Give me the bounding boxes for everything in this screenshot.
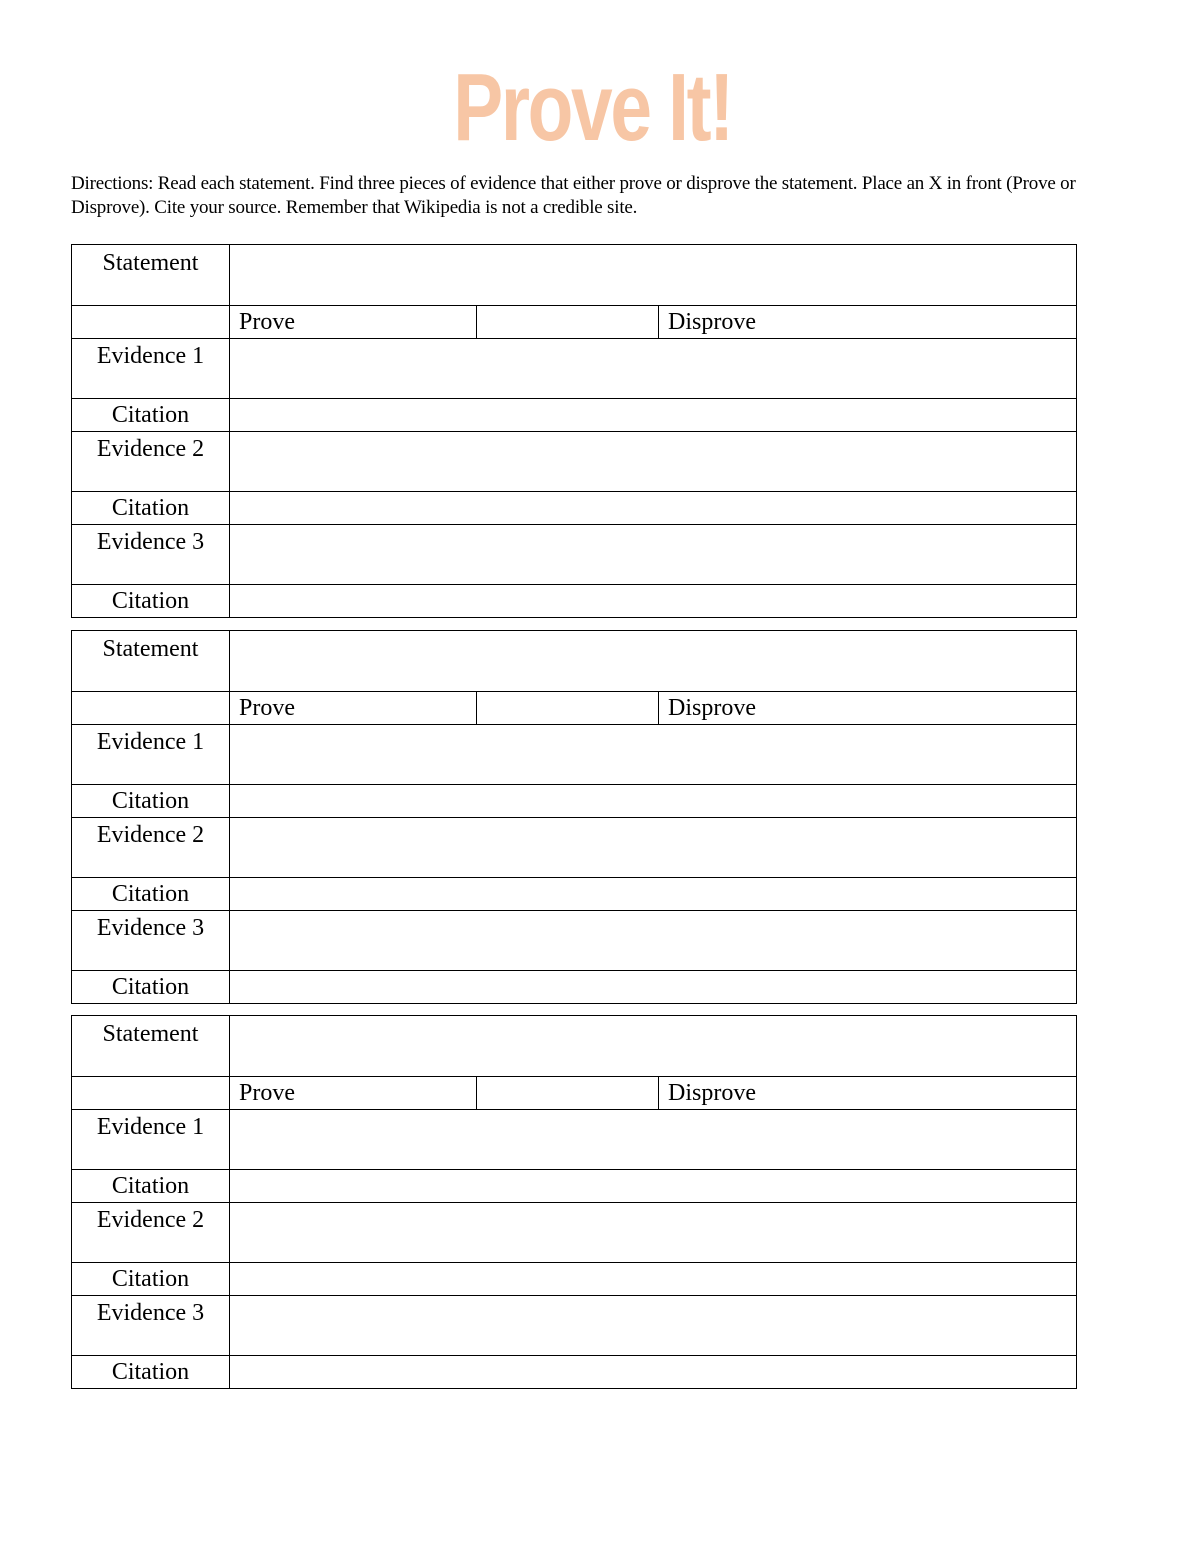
citation-label: Citation [72,1263,230,1296]
prove-it-table-2 [71,630,1077,1004]
choice-row-blank [72,306,230,339]
choice-mark-field[interactable] [477,306,659,338]
evidence-3-field[interactable] [230,911,1077,971]
evidence-1-label: Evidence 1 [72,725,230,785]
page-title: Prove It! [453,54,732,161]
citation-label: Citation [72,878,230,911]
choice-mark-field[interactable] [477,692,659,724]
prove-option[interactable]: Prove [239,309,295,335]
citation-label: Citation [72,492,230,525]
evidence-1-label: Evidence 1 [72,339,230,399]
evidence-3-label: Evidence 3 [72,911,230,971]
statement-label: Statement [72,1016,230,1077]
citation-3-field[interactable] [230,585,1077,618]
citation-label: Citation [72,585,230,618]
choice-row [230,306,1076,338]
statement-field[interactable] [230,631,1077,692]
prove-it-table-1 [71,244,1077,618]
prove-option[interactable]: Prove [239,695,295,721]
evidence-2-label: Evidence 2 [72,1203,230,1263]
evidence-1-field[interactable] [230,725,1077,785]
citation-label: Citation [72,1356,230,1389]
citation-2-field[interactable] [230,878,1077,911]
citation-1-field[interactable] [230,1170,1077,1203]
citation-label: Citation [72,1170,230,1203]
evidence-1-field[interactable] [230,339,1077,399]
citation-3-field[interactable] [230,971,1077,1004]
citation-label: Citation [72,971,230,1004]
evidence-3-field[interactable] [230,1296,1077,1356]
evidence-3-label: Evidence 3 [72,525,230,585]
citation-label: Citation [72,785,230,818]
statement-field[interactable] [230,245,1077,306]
choice-row-blank [72,1077,230,1110]
statement-field[interactable] [230,1016,1077,1077]
citation-2-field[interactable] [230,1263,1077,1296]
statement-label: Statement [72,245,230,306]
evidence-2-label: Evidence 2 [72,818,230,878]
evidence-1-field[interactable] [230,1110,1077,1170]
citation-1-field[interactable] [230,399,1077,432]
choice-row [230,692,1076,724]
disprove-option[interactable]: Disprove [659,1077,1077,1109]
disprove-option[interactable]: Disprove [659,306,1077,338]
choice-row-blank [72,692,230,725]
citation-label: Citation [72,399,230,432]
evidence-2-field[interactable] [230,818,1077,878]
prove-option[interactable]: Prove [239,1080,295,1106]
choice-mark-field[interactable] [477,1077,659,1109]
evidence-2-label: Evidence 2 [72,432,230,492]
directions-text: Directions: Read each statement. Find three pieces of evidence that either prove or disprove the statement. Place an X in front (Prove or Disprove). Cite your source. Remember that Wikipedia is not a credible site. [71,173,1076,218]
evidence-3-label: Evidence 3 [72,1296,230,1356]
disprove-option[interactable]: Disprove [659,692,1077,724]
evidence-1-label: Evidence 1 [72,1110,230,1170]
evidence-2-field[interactable] [230,1203,1077,1263]
prove-it-table-3 [71,1015,1077,1389]
citation-1-field[interactable] [230,785,1077,818]
evidence-3-field[interactable] [230,525,1077,585]
statement-label: Statement [72,631,230,692]
choice-row [230,1077,1076,1109]
citation-2-field[interactable] [230,492,1077,525]
evidence-2-field[interactable] [230,432,1077,492]
citation-3-field[interactable] [230,1356,1077,1389]
